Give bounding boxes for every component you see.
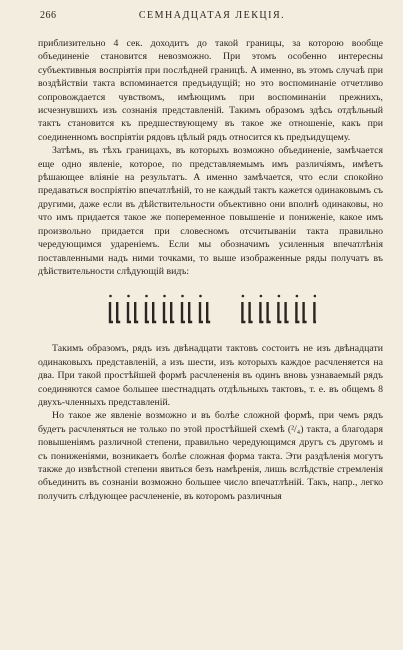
running-title: СЕМНАДЦАТАЯ ЛЕКЦІЯ. [138, 10, 286, 21]
accent-dot [277, 295, 280, 298]
beat-stroke [128, 302, 131, 322]
paragraph-4: Но такое же явленіе возможно и въ болѣе сложной формѣ, при чемъ рядъ будетъ расчленяться не только по этой простѣйшей схемѣ (²/₄) такта, а благодаря повышеніямъ различной степени, правильно чередующимся другъ съ другомъ и съ пониженіями, возникаетъ болѣе сложная форма такта. Эти раздѣленія могутъ также до извѣстной степени явиться безъ намѣренія, лишь вслѣдствіе стремленія объединить въ сознаніи возможно большее число впечатлѣній. Такъ, напр., легко получить слѣдующее расчлененіе, въ которомъ различныя [38, 410, 383, 502]
beat-stroke [182, 302, 185, 322]
accent-dot [259, 295, 262, 298]
running-head [40, 10, 384, 24]
beat-stroke [189, 302, 192, 322]
body-text [38, 37, 383, 503]
beat-stroke [249, 302, 252, 322]
paragraph-3: Такимъ образомъ, рядъ изъ двѣнадцати тактовъ состоитъ не изъ двѣнадцати одинаковыхъ представленій, а изъ шести, изъ которыхъ каждое расчленяется на два. При такой простѣйшей формѣ расчлененія въ одинъ вновь узнаваемый рядъ соединяются самое большее шестнадцать отдѣльныхъ тактовъ, т. е. въ общемъ 8 двухъ-членныхъ представленій. [38, 343, 383, 408]
beat-stroke [135, 302, 138, 322]
accent-dot [145, 295, 148, 298]
beat-stroke [164, 302, 167, 322]
beat-stroke [117, 302, 120, 322]
beat-stroke [314, 302, 316, 322]
paragraph-1: приблизительно 4 сек. доходитъ до такой границы, за которою вообще объединеніе становится невозможно. При этомъ особенно интересны субъективныя воспріятія при послѣдней границѣ. А именно, въ этомъ случаѣ при воздѣйствіи такта вспоминается предъидущій; но это воспоминаніе отчетливо сопровождается чувствомъ, имѣющимъ при воспоминаніи прежнихъ, исчезнувшихъ изъ сознанія представленій. Такимъ образомъ здѣсь отдѣльный тактъ становится къ предшествующему въ такое же отношеніе, какъ при соединенномъ воспріятіи рядовъ цѣлый рядъ относится къ предъидущему. [38, 38, 383, 143]
beat-stroke [171, 302, 174, 322]
rhythm-figure [38, 288, 383, 328]
accent-dot [127, 295, 130, 298]
accent-dot [295, 295, 298, 298]
beat-stroke [153, 302, 156, 322]
accent-dot [241, 295, 244, 298]
beat-stroke [146, 302, 149, 322]
beat-stroke [278, 302, 281, 322]
beat-stroke [200, 302, 203, 322]
page-number: 266 [40, 10, 57, 21]
accent-dot [163, 295, 166, 298]
accented-beat-series-figure [106, 288, 316, 328]
accent-dot [313, 295, 315, 298]
beat-stroke [110, 302, 113, 322]
accent-dot [199, 295, 202, 298]
beat-stroke [267, 302, 270, 322]
beat-stroke [296, 302, 299, 322]
accent-dot [181, 295, 184, 298]
paragraph-2: Затѣмъ, въ тѣхъ границахъ, въ которыхъ возможно объединеніе, замѣчается еще одно явленіе, которое, по представляемымъ имъ различіямъ, имѣетъ рѣшающее вліяніе на результатъ. А именно замѣчается, что если спокойно предаваться воспріятію впечатлѣній, то не каждый тактъ кажется одинаковымъ съ другими, даже если въ дѣйствительности объективно они вполнѣ одинаковы, но что имъ придается такое же попеременное повышеніе и пониженіе, какое имъ произвольно придается при словесномъ отсчитываніи такта правильно чередующимся удареніемъ. Если мы обозначимъ усиленныя впечатлѣнія поставленными надъ ними точками, то выше изображенные ряды получатъ въ дѣйствительности слѣдующій видъ: [38, 145, 383, 277]
beat-stroke [303, 302, 306, 322]
beat-stroke [285, 302, 288, 322]
beat-stroke [207, 302, 210, 322]
beat-stroke [242, 302, 245, 322]
accent-dot [109, 295, 112, 298]
beat-stroke [260, 302, 263, 322]
